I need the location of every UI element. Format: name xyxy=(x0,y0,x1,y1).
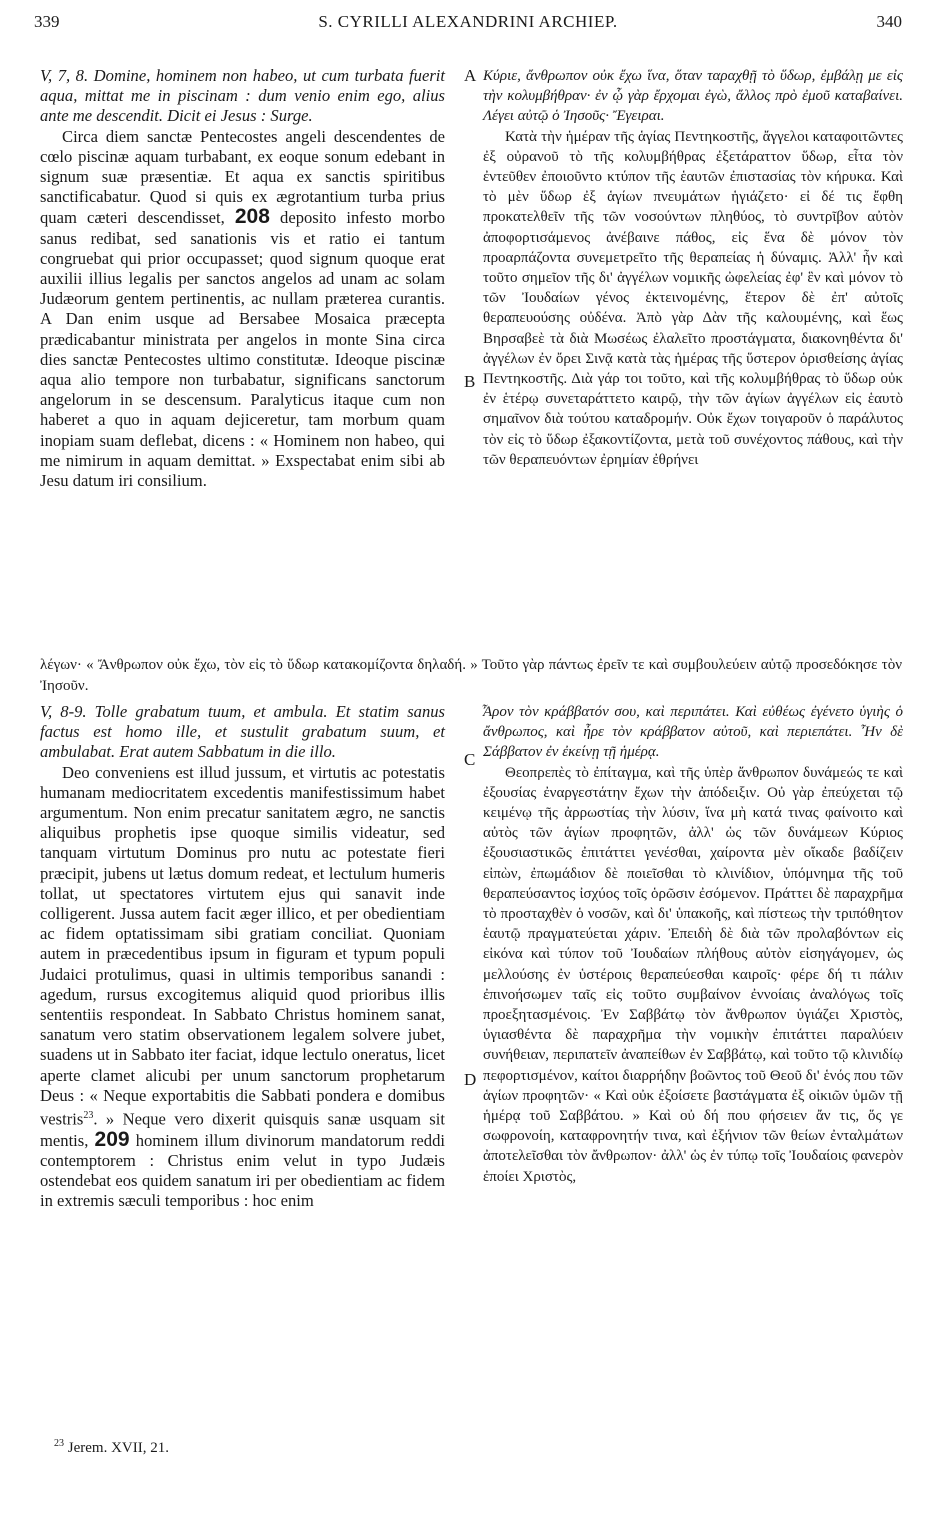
greek-verse-8: Ἆρον τὸν κράββατόν σου, καὶ περιπάτει. Καὶ εὐθέως ἐγένετο ὑγιὴς ὁ ἄνθρωπος, καὶ ἦρε τὸν κράββατον αὐτοῦ, καὶ περιεπάτει. Ἦν δὲ Σάββατον ἐν ἐκείνῃ τῇ ἡμέρᾳ. xyxy=(483,704,903,761)
margin-letter-c: C xyxy=(464,750,476,769)
latin-verse-7: V, 7, 8. Domine, hominem non habeo, ut cum turbata fuerit aqua, mittat me in piscinam : dum venio enim ego, alius ante me descendit. Dicit ei Jesus : Surge. xyxy=(40,66,445,126)
column-number-209: 209 xyxy=(94,1127,130,1151)
greek-column-lower xyxy=(483,702,903,1187)
margin-letter-d: D xyxy=(464,1070,477,1089)
greek-paragraph-1: Κατὰ τὴν ἡμέραν τῆς ἁγίας Πεντηκοστῆς, ἄγγελοι καταφοιτῶντες ἐξ οὐρανοῦ τὸ τῆς κολυμβήθρας ἐξετάραττον ὕδωρ, εἶτα τὸν ἐντεῦθεν ἐποιοῦντο κτύπον τῆς ἑαυτῶν ἐπιστασίας τὸν κήρυκα. Καὶ τὸ μὲν ὕδωρ ἐξ ἁγίων πνευμάτων ἡγιάζετο· εἰ δέ τις ἔφθη προκατελθεῖν τῆς τῶν νοσούντων πληθύος, τὸ συντρῖβον αὐτὸν ἀποφορτισάμενος ἀνέβαινε πάθος, εἰς ἕνα δὲ μόνον τὸν προαρπάζοντα συνεμετρεῖτο τῆς θεραπείας ἡ δύναμις. Ἀλλ' ἦν καὶ τοῦτο σημεῖον τῆς δι' ἀγγέλων νομικῆς ὠφελείας ἐφ' ἓν καὶ μόνον τὸ τῶν Ἰουδαίων γένος ἐκτεινομένης, ἕτερον δὲ ἐπ' αὐτοῖς θεραπευούσης οὐδένα. Ἀπὸ γὰρ Δὰν τῆς καλουμένης, καὶ ἕως Βηρσαβεὲ τὰ διὰ Μωσέως ἐλαλεῖτο προστάγματα, διακονηθέντα δι' ἀγγέλων ἐν ὄρει Σινᾷ κατὰ τὰς ἡμέρας τῆς ὕστερον ὁρισθείσης ἁγίας Πεντηκοστῆς. Διὰ γάρ τοι τοῦτο, καὶ τῆς κολυμβήθρας τὸ ὕδωρ οὐκ ἐν ἑτέρῳ συνεταράττετο καιρῷ, τὴν τῶν ἁγίων ἀγγέλων εἰς ἑαυτὸ σημαῖνον διὰ τούτου καταδρομήν. Οὐκ ἔχων τοιγαροῦν ὁ παράλυτος τὸν εἰς τὸ ὕδωρ ἐξακοντίζοντα, μετὰ τοῦ συνέχοντος πάθους, καὶ τὴν τῶν θεραπευόντων ἐρημίαν ἐθρήνει xyxy=(483,128,903,468)
column-number-208: 208 xyxy=(234,205,270,229)
greek-paragraph-2: Θεοπρεπὲς τὸ ἐπίταγμα, καὶ τῆς ὑπὲρ ἄνθρωπον δυνάμεώς τε καὶ ἐξουσίας ἐναργεστάτην ἔχων τὴν ἀπόδειξιν. Οὐ γὰρ ἐπεύχεται τῷ κειμένῳ τῆς ἀρρωστίας τὴν λύσιν, ἵνα μὴ κατά τινας φαίνοιτο καὶ αὐτὸς τῶν ἁγίων προφητῶν, ἀλλ' ὡς τῶν δυνάμεων Κύριος ἐξουσιαστικῶς ἐπιτάττει γενέσθαι, χαίροντα μὲν οἴκαδε βαδίζειν εἰπὼν, ἐπωμάδιον δὲ ποιεῖσθαι τὸ κλινίδιον, ὑπόμνημα τῆς τοῦ θεραπεύσαντος ἰσχύος τοῖς ὁρῶσιν ἐσόμενον. Πράττει δὲ παραχρῆμα τὸ προσταχθὲν ὁ νοσῶν, καὶ δι' ὑπακοῆς, καὶ πίστεως τὴν τριπόθητον ἑαυτῷ πραγματεύεται χάριν. Ἐπειδὴ δὲ διὰ τῶν προλαβόντων εἰς εἰκόνα καὶ τύπον τοῦ Ἰουδαίων πλήθους αὐτὸν εἰσηγάγομεν, ὡς μελλούσης ἐν ὑστέροις θεραπεύεσθαι καιροῖς· φέρε δή τι πάλιν ἐπινοήσωμεν ταῖς εἰς τοῦτο συμβαίνον ἐννοίαις ἀναλόγως τοῖς προεξητασμένοις. Ἐν Σαββάτῳ τὸν ἄνθρωπον ὑγιάζει Χριστὸς, ὑγιασθέντα δὲ παραχρῆμα τὴν νομικὴν ἐπιτάττει παραλύειν συνήθειαν, περιπατεῖν ἀναπείθων ἐν Σαββάτῳ, καὶ τοῦτο τῷ κλινιδίῳ πεφορτισμένον, καίτοι διαρρήδην βοῶντος τοῦ Θεοῦ δι' ἑνός που τῶν ἁγίων προφητῶν· « Καὶ οὐκ ἐξοίσετε βαστάγματα ἐξ οἰκιῶν ὑμῶν τῇ ἡμέρᾳ τοῦ Σαββάτου. » Καὶ οὐ δή που φήσειεν ἄν τις, ὅς γε σωφρονοίη, καταφρονητήν τινα, καὶ ἐξήνιον τῶν θείων ἐνταλμάτων ἀποτελεῖσθαι τὸν ἄνθρωπον· ἀλλ' ὡς ἐν τύπῳ τοῖς Ἰουδαίοις φανερὸν ἐποίει Χριστὸς, xyxy=(483,764,903,1185)
page-header xyxy=(34,12,902,36)
page-number-left: 339 xyxy=(34,12,60,31)
page-number-right: 340 xyxy=(876,12,902,31)
margin-letter-b: B xyxy=(464,372,476,391)
margin-letter-a: A xyxy=(464,66,477,85)
latin-column-lower xyxy=(40,702,445,1212)
latin-paragraph-1 xyxy=(40,127,445,492)
running-title: S. CYRILLI ALEXANDRINI ARCHIEP. xyxy=(318,12,618,31)
footnote-text: Jerem. XVII, 21. xyxy=(67,1440,169,1456)
greek-verse-7: Κύριε, ἄνθρωπον οὐκ ἔχω ἵνα, ὅταν ταραχθῇ τὸ ὕδωρ, ἐμβάλῃ με εἰς τὴν κολυμβήθραν· ἐν ᾧ γὰρ ἔρχομαι ἐγὼ, ἄλλος πρὸ ἐμοῦ καταβαίνει. Λέγει αὐτῷ ὁ Ἰησοῦς· Ἔγειραι. xyxy=(483,68,903,125)
greek-full-width-line: λέγων· « Ἄνθρωπον οὐκ ἔχω, τὸν εἰς τὸ ὕδωρ κατακομίζοντα δηλαδή. » Τοῦτο γὰρ πάντως ἐρεῖν τε καὶ συμβουλεύειν αὐτῷ προσεδόκησε τὸν Ἰησοῦν. xyxy=(40,657,902,694)
footnote xyxy=(54,1438,169,1457)
greek-column-upper xyxy=(483,66,903,470)
latin-p1-text: Circa diem sanctæ Pentecostes angeli descendentes de cœlo piscinæ aquam turbabant, ex eoque sonum edebant in signum suæ præsentiæ. Et aqua ex sanctis spiritibus sanctificabatur. Quod si quis ex ægrotantium turba prius quam cæteri descendisset, xyxy=(40,126,445,228)
footnote-number: 23 xyxy=(54,1438,64,1449)
latin-column-upper xyxy=(40,66,445,491)
latin-p2-text-end: hominem illum divinorum mandatorum reddi contemptorem : Christus enim velut in typo Judæis ostendebat eos quidem sanatum iri per obedientiam ac fidem in extremis sæculi temporibus : hoc enim xyxy=(40,1130,445,1211)
latin-p2-text: Deo conveniens est illud jussum, et virtutis ac potestatis humanam mediocritatem excedentis manifestissimum habet argumentum. Non enim precatur sanitatem ægro, ne sanctis aliquibus prophetis ipse quoque similis videatur, sed tanquam virtutum Dominus pro nutu ac potestate fieri præcipit, jubens ut lætus domum redeat, et lectulum humeris tollat, ut spectatores virtutem ejus qui sanavit inde colligerent. Jussa autem facit æger illico, et per obedientiam ac fidem optatissimam sibi gratiam conciliat. Quoniam autem in præcedentibus ipsum in figuram et typum populi Judaici protulimus, quasi in ultimis temporibus sanandi : agedum, rursus excogitemus aliquid quod prioribus illis sententiis respondeat. In Sabbato Christus hominem sanat, sanatum vero statim observationem legalem solvere jubet, suadens ut in Sabbato iter faciat, idque lectulo oneratus, licet aperte clamet alicubi per unum sanctorum prophetarum Deus : « Neque exportabitis die Sabbati pondera e domibus vestris xyxy=(40,762,445,1129)
latin-verse-8: V, 8-9. Tolle grabatum tuum, et ambula. Et statim sanus factus est homo ille, et sustulit grabatum suum, et ambulabat. Erat autem Sabbatum in die illo. xyxy=(40,702,445,762)
footnote-ref: 23 xyxy=(83,1110,94,1122)
latin-p2-text-mid: . » Neque vero dixerit quisquis sanæ usquam sit mentis, xyxy=(40,1109,445,1150)
latin-p1-text-cont: deposito infesto morbo sanus redibat, sed sanationis vis et ratio ei tantum congruebat qui prior occupasset; quod signum quoque erat auxilii illius legalis per sanctos angelos ad unam ac solam Judæorum gentem pertinentis, ac nullam præterea curantis. A Dan enim usque ad Bersabee Mosaica præcepta prædicabantur ministrata per angelos in monte Sina circa dies sanctæ Pentecostes ultimo constitutæ. Ideoque piscinæ aqua alio tempore non turbabatur, significans sanctorum angelorum in se descensum. Paralyticus itaque cum non haberet a quo in aquam dejiceretur, tam morbum quam inopiam suam deflebat, dicens : « Hominem non habeo, qui me nimirum in aquam demittat. » Exspectabat enim sibi ab Jesu datum iri consilium. xyxy=(40,208,445,491)
latin-paragraph-2 xyxy=(40,763,445,1212)
